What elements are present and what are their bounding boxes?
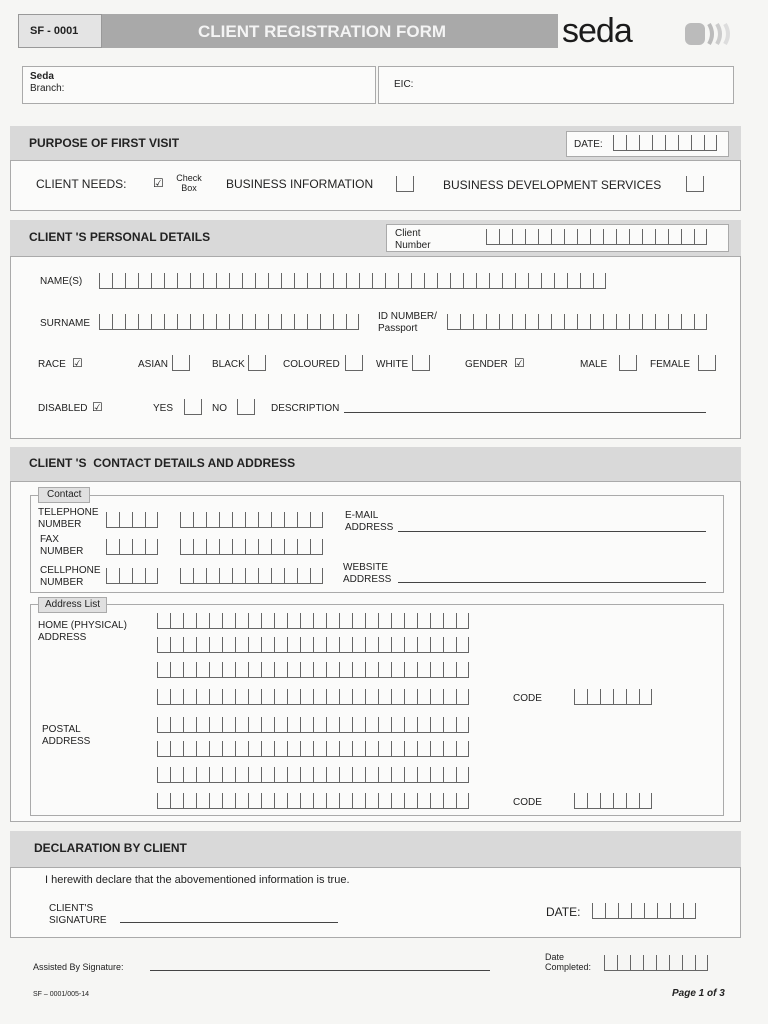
coloured-label: COLOURED <box>283 359 340 370</box>
race-label: RACE <box>38 359 66 370</box>
postal-address-label: POSTAL ADDRESS <box>42 724 91 747</box>
eic-label: EIC: <box>394 79 414 90</box>
postal-code-label: CODE <box>513 797 542 808</box>
declaration-date-field[interactable] <box>592 903 696 919</box>
form-code: SF - 0001 <box>30 25 79 37</box>
client-signature-field[interactable] <box>120 922 338 923</box>
branch-label: Branch: <box>30 83 65 94</box>
purpose-title: PURPOSE OF FIRST VISIT <box>29 136 180 150</box>
coloured-checkbox[interactable] <box>345 355 363 371</box>
white-checkbox[interactable] <box>412 355 430 371</box>
date-completed-label: Date Completed: <box>545 952 592 973</box>
website-label: WEBSITE ADDRESS <box>343 562 392 585</box>
assisted-by-signature-field[interactable] <box>150 970 490 971</box>
business-information-label: BUSINESS INFORMATION <box>226 177 374 191</box>
business-information-checkbox[interactable] <box>396 176 414 192</box>
declaration-title: DECLARATION BY CLIENT <box>34 841 187 855</box>
client-number-label: Client Number <box>395 228 431 251</box>
female-checkbox[interactable] <box>698 355 716 371</box>
seda-label: Seda <box>30 71 54 82</box>
form-reference: SF – 0001/005-14 <box>33 991 90 998</box>
yes-checkbox[interactable] <box>184 399 202 415</box>
email-label: E-MAIL ADDRESS <box>345 510 394 533</box>
surname-field[interactable] <box>99 314 359 330</box>
disabled-label: DISABLED <box>38 403 88 414</box>
personal-title: CLIENT 'S PERSONAL DETAILS <box>29 230 211 244</box>
disabled-tick-icon: ☑ <box>92 400 103 414</box>
business-development-checkbox[interactable] <box>686 176 704 192</box>
white-label: WHITE <box>376 359 409 370</box>
check-tick-icon: ☑ <box>153 176 164 190</box>
description-label: DESCRIPTION <box>271 403 340 414</box>
form-title: CLIENT REGISTRATION FORM <box>198 22 447 41</box>
date-completed-field[interactable] <box>604 955 708 971</box>
no-label: NO <box>212 403 227 414</box>
contact-title: CLIENT 'S CONTACT DETAILS AND ADDRESS <box>29 456 296 470</box>
purpose-date-field[interactable] <box>613 135 717 151</box>
no-checkbox[interactable] <box>237 399 255 415</box>
address-tab: Address List <box>38 597 107 613</box>
male-checkbox[interactable] <box>619 355 637 371</box>
home-code-label: CODE <box>513 693 542 704</box>
email-field[interactable] <box>398 531 706 532</box>
gender-tick-icon: ☑ <box>514 356 525 370</box>
fax-number-field[interactable] <box>180 539 323 555</box>
client-signature-label: CLIENT'S SIGNATURE <box>49 903 107 926</box>
check-box-label: Check Box <box>176 173 202 194</box>
seda-logo-icon <box>683 20 733 48</box>
website-field[interactable] <box>398 582 706 583</box>
race-tick-icon: ☑ <box>72 356 83 370</box>
surname-label: SURNAME <box>40 318 91 329</box>
asian-checkbox[interactable] <box>172 355 190 371</box>
asian-label: ASIAN <box>138 359 169 370</box>
home-address-line-3[interactable] <box>157 662 469 678</box>
telephone-code-field[interactable] <box>106 512 158 528</box>
business-development-label: BUSINESS DEVELOPMENT SERVICES <box>443 178 662 192</box>
declaration-date-label: DATE: <box>546 905 581 919</box>
assisted-by-label: Assisted By Signature: <box>33 962 124 972</box>
home-code-field[interactable] <box>574 689 652 705</box>
seda-logo-text: seda <box>562 12 632 50</box>
cellphone-code-field[interactable] <box>106 568 158 584</box>
fax-label: FAX NUMBER <box>40 534 84 557</box>
id-number-label: ID NUMBER/ Passport <box>378 311 437 334</box>
id-number-field[interactable] <box>447 314 707 330</box>
home-address-label: HOME (PHYSICAL) ADDRESS <box>38 620 127 643</box>
home-address-line-1[interactable] <box>157 613 469 629</box>
client-needs-label: CLIENT NEEDS: <box>36 177 127 191</box>
names-label: NAME(S) <box>40 276 83 287</box>
postal-code-field[interactable] <box>574 793 652 809</box>
telephone-number-field[interactable] <box>180 512 323 528</box>
names-field[interactable] <box>99 273 606 289</box>
fax-code-field[interactable] <box>106 539 158 555</box>
home-address-line-2[interactable] <box>157 637 469 653</box>
postal-address-line-2[interactable] <box>157 741 469 757</box>
contact-tab: Contact <box>38 487 90 503</box>
female-label: FEMALE <box>650 359 691 370</box>
postal-address-line-1[interactable] <box>157 717 469 733</box>
home-address-line-4[interactable] <box>157 689 469 705</box>
telephone-label: TELEPHONE NUMBER <box>38 507 99 530</box>
male-label: MALE <box>580 359 608 370</box>
eic-box <box>378 66 734 104</box>
purpose-date-label: DATE: <box>574 139 603 150</box>
page-number: Page 1 of 3 <box>672 988 725 999</box>
cellphone-label: CELLPHONE NUMBER <box>40 565 101 588</box>
postal-address-line-3[interactable] <box>157 767 469 783</box>
client-number-field[interactable] <box>486 229 707 245</box>
gender-label: GENDER <box>465 359 508 370</box>
description-field[interactable] <box>344 412 706 413</box>
cellphone-number-field[interactable] <box>180 568 323 584</box>
postal-address-line-4[interactable] <box>157 793 469 809</box>
black-checkbox[interactable] <box>248 355 266 371</box>
branch-box <box>22 66 376 104</box>
yes-label: YES <box>153 403 174 414</box>
declaration-text: I herewith declare that the abovementioned information is true. <box>45 874 350 886</box>
black-label: BLACK <box>212 359 245 370</box>
